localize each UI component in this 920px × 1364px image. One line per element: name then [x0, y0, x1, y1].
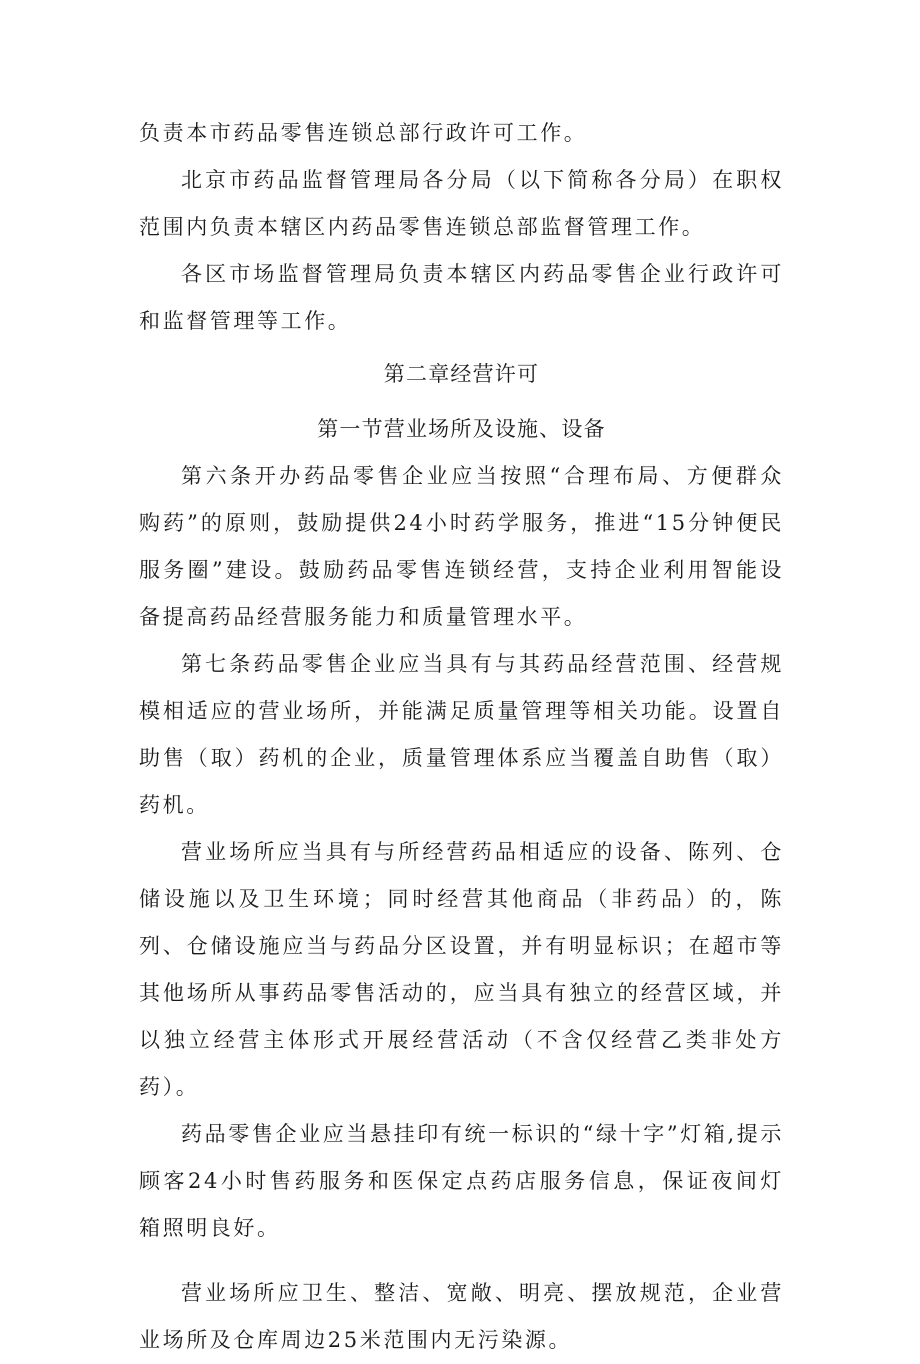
- document-body: [139, 110, 784, 1364]
- paragraph-premises-hygiene: 营业场所应卫生、整洁、宽敞、明亮、摆放规范，企业营业场所及仓库周边25米范围内无污染源。: [139, 1281, 784, 1352]
- section-heading: 第一节营业场所及设施、设备: [317, 417, 606, 441]
- paragraph-green-cross-lightbox: 药品零售企业应当悬挂印有统一标识的“绿十字”灯箱,提示顾客24小时售药服务和医保定点药店服务信息，保证夜间灯箱照明良好。: [139, 1122, 784, 1240]
- paragraph-premises-facilities: 营业场所应当具有与所经营药品相适应的设备、陈列、仓储设施以及卫生环境；同时经营其他商品（非药品）的，陈列、仓储设施应当与药品分区设置，并有明显标识；在超市等其他场所从事药品零售活动的，应当具有独立的经营区域，并以独立经营主体形式开展经营活动（不含仅经营乙类非处方药）。: [139, 840, 784, 1099]
- article-6: 第六条开办药品零售企业应当按照“合理布局、方便群众购药”的原则，鼓励提供24小时药学服务，推进“15分钟便民服务圈”建设。鼓励药品零售连锁经营，支持企业利用智能设备提高药品经营服务能力和质量管理水平。: [139, 464, 784, 629]
- paragraph-continuation: 负责本市药品零售连锁总部行政许可工作。: [139, 121, 588, 145]
- paragraph-branch-bureaus: 北京市药品监督管理局各分局（以下简称各分局）在职权范围内负责本辖区内药品零售连锁总部监督管理工作。: [139, 168, 784, 239]
- paragraph-district-bureaus: 各区市场监督管理局负责本辖区内药品零售企业行政许可和监督管理等工作。: [139, 262, 784, 333]
- chapter-heading: 第二章经营许可: [383, 362, 540, 386]
- article-7: 第七条药品零售企业应当具有与其药品经营范围、经营规模相适应的营业场所，并能满足质量管理等相关功能。设置自助售（取）药机的企业，质量管理体系应当覆盖自助售（取）药机。: [139, 652, 784, 817]
